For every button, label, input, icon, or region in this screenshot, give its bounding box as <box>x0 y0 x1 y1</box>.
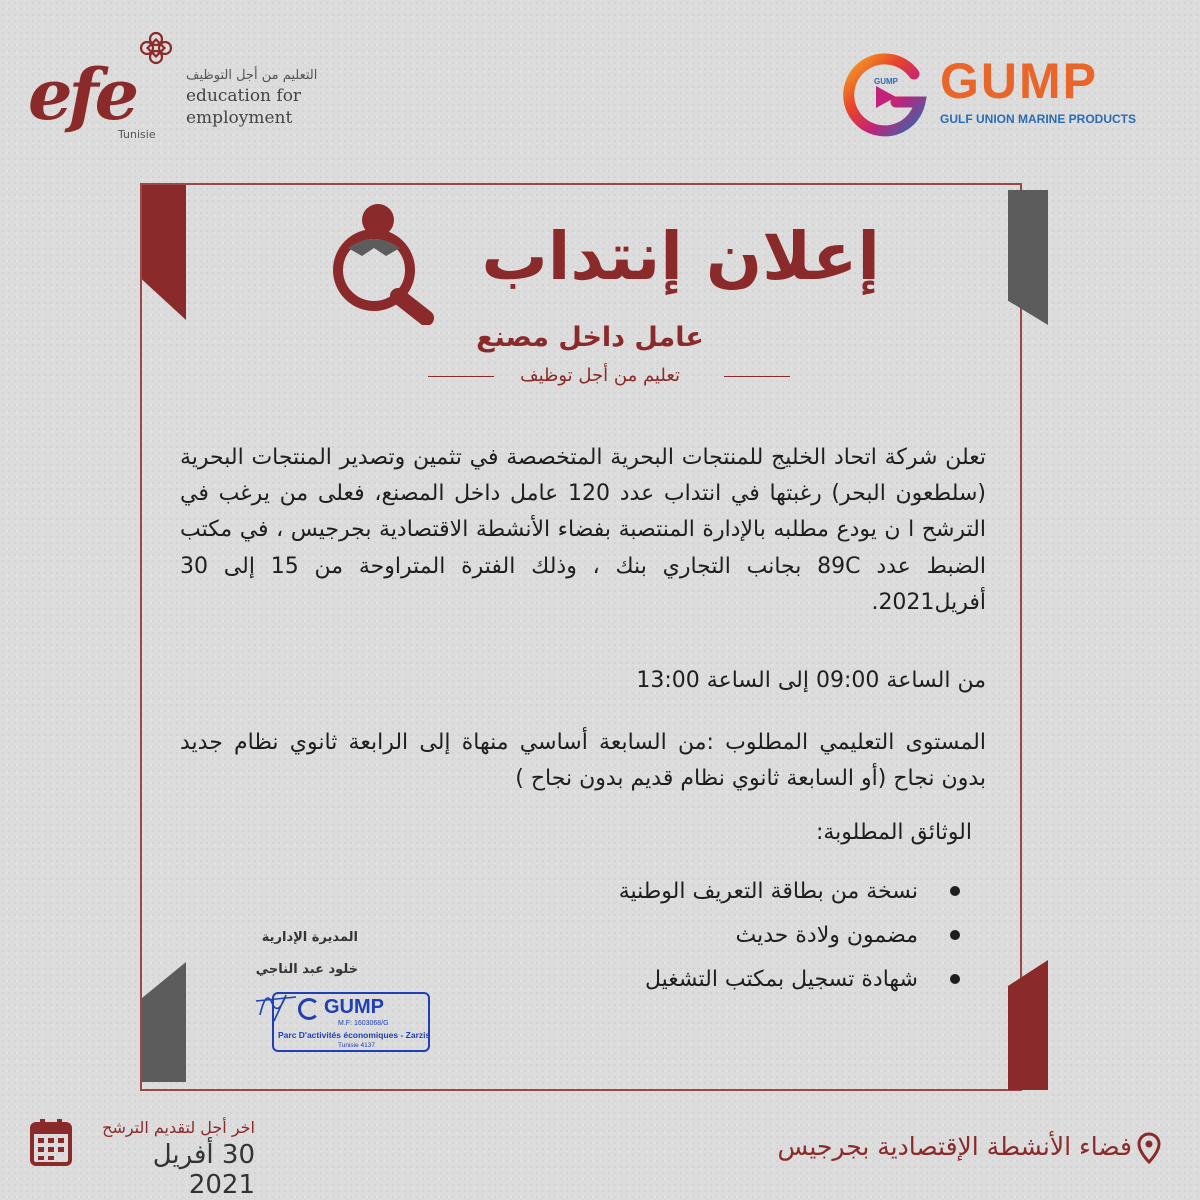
bullet-icon <box>950 886 960 896</box>
list-item <box>580 958 960 1002</box>
deadline-date: 30 أفريل 2021 <box>152 1140 255 1200</box>
efe-tagline-en-2: employment <box>186 108 293 128</box>
document-label: نسخة من بطاقة التعريف الوطنية <box>618 879 918 904</box>
education-requirement: المستوى التعليمي المطلوب :من السابعة أساسي منهاة إلى الرابعة ثانوي نظام جديد بدون نجاح (أو السابعة ثانوي نظام قديم بدون نجاح ) <box>180 730 986 791</box>
list-item <box>580 870 960 914</box>
stamp-tax-id: M.F: 1603068/G <box>338 1020 389 1027</box>
efe-logo-mark: efe <box>28 53 136 136</box>
efe-country: Tunisie <box>118 128 156 141</box>
efe-tagline-en-1: education for <box>186 86 302 106</box>
stamp-wordmark: GUMP <box>324 996 384 1018</box>
tagline-divider-right <box>724 376 790 377</box>
gump-subtitle: GULF UNION MARINE PRODUCTS <box>940 112 1136 126</box>
stamp-address: Parc D'activités économiques - Zarzis <box>278 1030 431 1040</box>
working-hours: من الساعة 09:00 إلى الساعة 13:00 <box>636 668 986 693</box>
deadline-label: اخر أجل لتقديم الترشح <box>102 1118 255 1137</box>
document-label: مضمون ولادة حديث <box>735 923 918 948</box>
signatory-role: المديرة الإدارية <box>261 930 358 945</box>
job-title: عامل داخل مصنع <box>476 322 704 353</box>
svg-text:GUMP: GUMP <box>874 77 898 86</box>
location-text: فضاء الأنشطة الإقتصادية بجرجيس <box>777 1132 1132 1161</box>
efe-tagline-ar: التعليم من أجل التوظيف <box>186 68 318 83</box>
documents-title: الوثائق المطلوبة: <box>815 820 972 845</box>
document-label: شهادة تسجيل بمكتب التشغيل <box>644 967 918 992</box>
page-title: إعلان إنتداب <box>481 218 880 295</box>
handwritten-signature <box>252 985 312 1025</box>
efe-logo <box>28 30 328 150</box>
location-pin-icon <box>1136 1132 1162 1164</box>
documents-list <box>580 870 960 1002</box>
signatory-name: خلود عبد الناجي <box>255 962 358 977</box>
calendar-icon <box>30 1118 72 1166</box>
gump-logo <box>840 50 1170 140</box>
gump-wordmark: GUMP <box>940 53 1098 109</box>
tagline: تعليم من أجل توظيف <box>519 365 681 386</box>
list-item <box>580 914 960 958</box>
efe-flower-icon <box>138 30 174 66</box>
bullet-icon <box>950 974 960 984</box>
search-person-icon <box>330 190 440 325</box>
gump-logo-icon <box>840 50 930 140</box>
announcement-paragraph: تعلن شركة اتحاد الخليج للمنتجات البحرية المتخصصة في تثمين وتصدير المنتجات البحرية (سلطعون البحر) رغبتها في انتداب عدد 120 عامل داخل المصنع، فعلى من يرغب في الترشح ا ن يودع مطلبه بالإدارة المنتصبة بفضاء الأنشطة الاقتصادية بجرجيس ، في مكتب الضبط عدد 89C بجانب التجاري بنك ، وذلك الفترة المتراوحة من 15 إلى 30 أفريل2021. <box>180 445 987 615</box>
stamp-country: Tunisie 4137 <box>338 1042 375 1049</box>
bullet-icon <box>950 930 960 940</box>
